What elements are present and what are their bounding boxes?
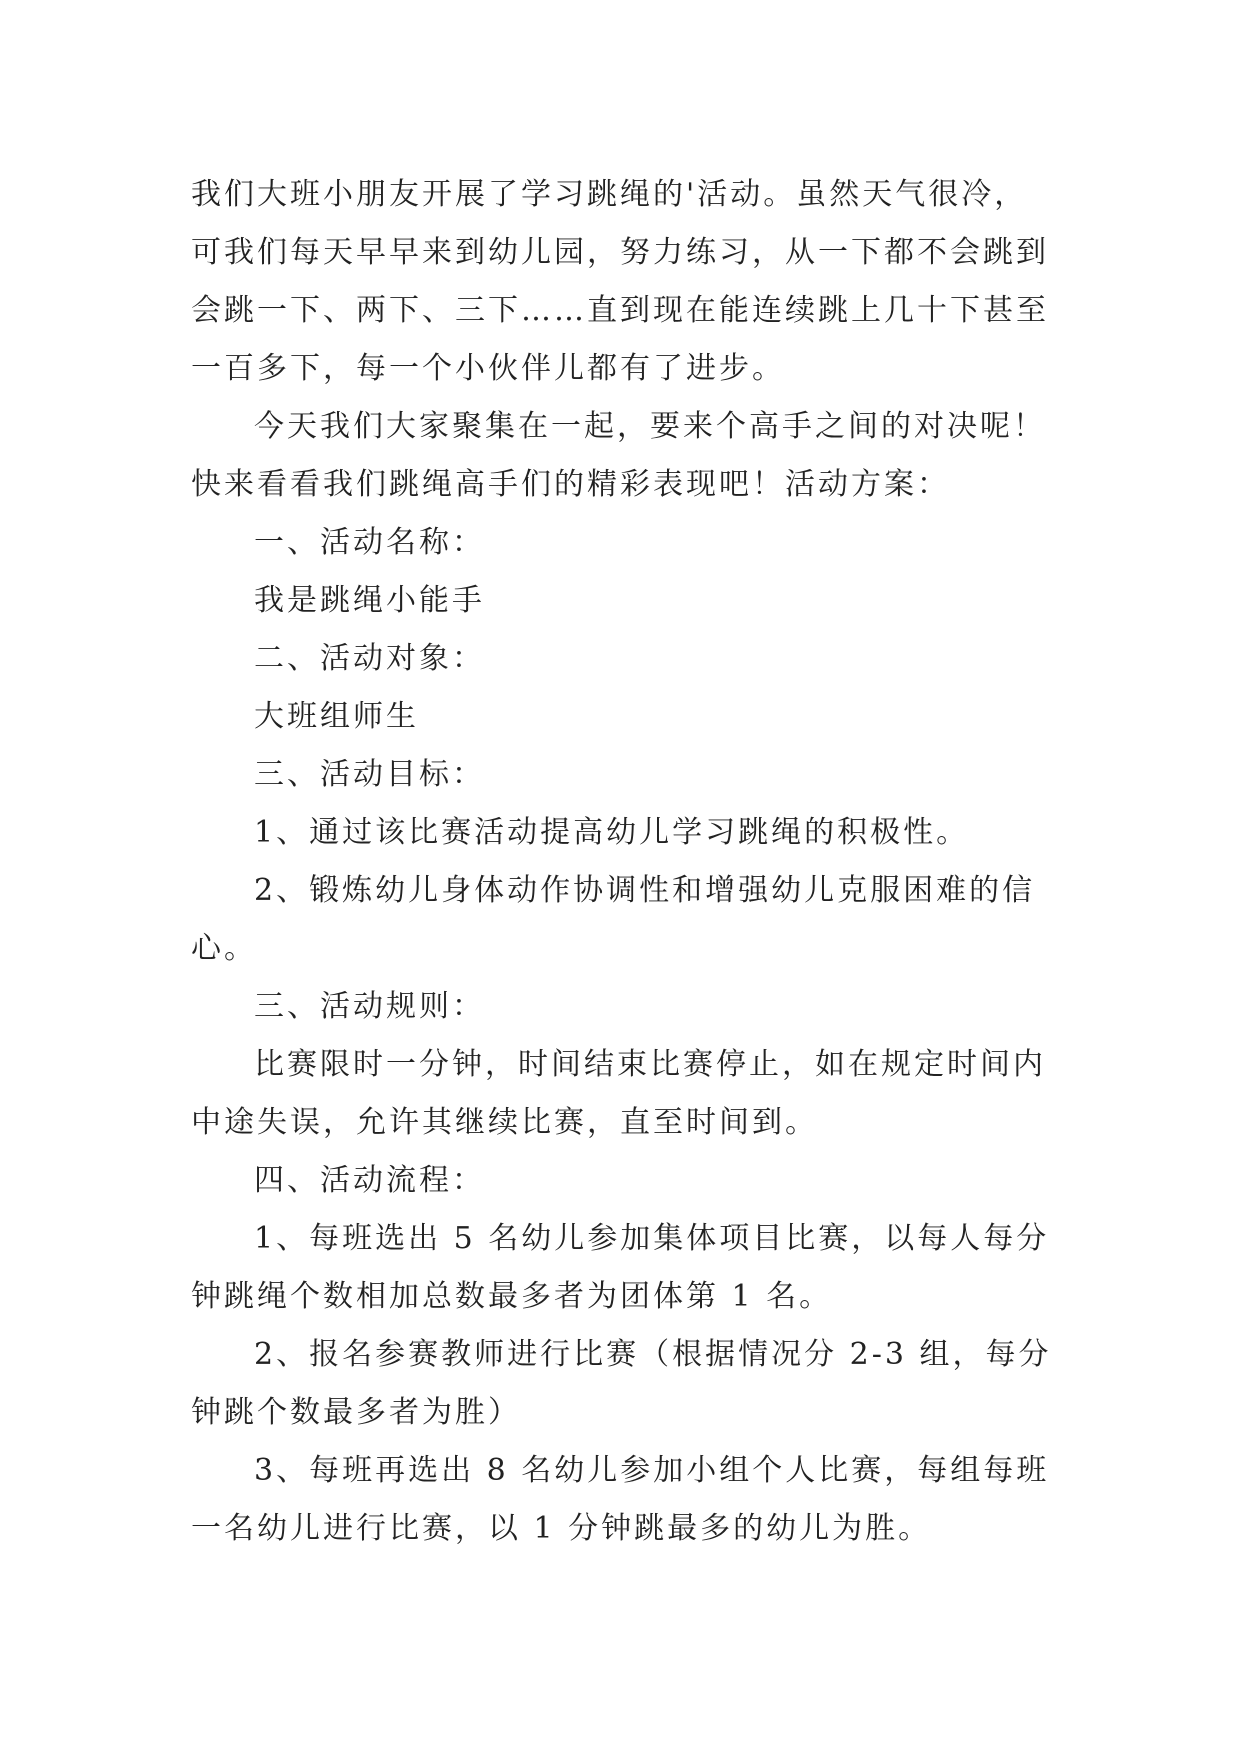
section-heading: 三、活动规则：: [254, 989, 485, 1024]
section-heading: 二、活动对象：: [254, 641, 485, 676]
text-line: 我是跳绳小能手: [254, 583, 485, 618]
text-line: 大班组师生: [254, 699, 419, 734]
text-line: 钟跳绳个数相加总数最多者为团体第 1 名。: [191, 1279, 833, 1314]
document-body: [191, 166, 1051, 1558]
section-heading: 三、活动目标：: [254, 757, 485, 792]
list-item: 2、报名参赛教师进行比赛（根据情况分 2-3 组，每分: [254, 1337, 1052, 1372]
text-line: 中途失误，允许其继续比赛，直至时间到。: [191, 1105, 818, 1140]
text-line: 可我们每天早早来到幼儿园，努力练习，从一下都不会跳到: [191, 235, 1049, 270]
list-item: 3、每班再选出 8 名幼儿参加小组个人比赛，每组每班: [254, 1453, 1050, 1488]
section-heading: 四、活动流程：: [254, 1163, 485, 1198]
list-item: 1、每班选出 5 名幼儿参加集体项目比赛，以每人每分: [254, 1221, 1050, 1256]
text-line: 今天我们大家聚集在一起，要来个高手之间的对决呢！: [254, 409, 1046, 444]
text-line: 一百多下，每一个小伙伴儿都有了进步。: [191, 351, 785, 386]
text-line: 比赛限时一分钟，时间结束比赛停止，如在规定时间内: [254, 1047, 1046, 1082]
text-line: 钟跳个数最多者为胜）: [191, 1395, 521, 1430]
text-line: 心。: [191, 931, 257, 966]
list-item: 2、锻炼幼儿身体动作协调性和增强幼儿克服困难的信: [254, 873, 1036, 908]
text-line: 一名幼儿进行比赛，以 1 分钟跳最多的幼儿为胜。: [191, 1511, 932, 1546]
list-item: 1、通过该比赛活动提高幼儿学习跳绳的积极性。: [254, 815, 970, 850]
text-line: 我们大班小朋友开展了学习跳绳的'活动。虽然天气很冷，: [191, 177, 1028, 212]
section-heading: 一、活动名称：: [254, 525, 485, 560]
text-line: 快来看看我们跳绳高手们的精彩表现吧！活动方案：: [191, 467, 950, 502]
text-line: 会跳一下、两下、三下……直到现在能连续跳上几十下甚至: [191, 293, 1049, 328]
